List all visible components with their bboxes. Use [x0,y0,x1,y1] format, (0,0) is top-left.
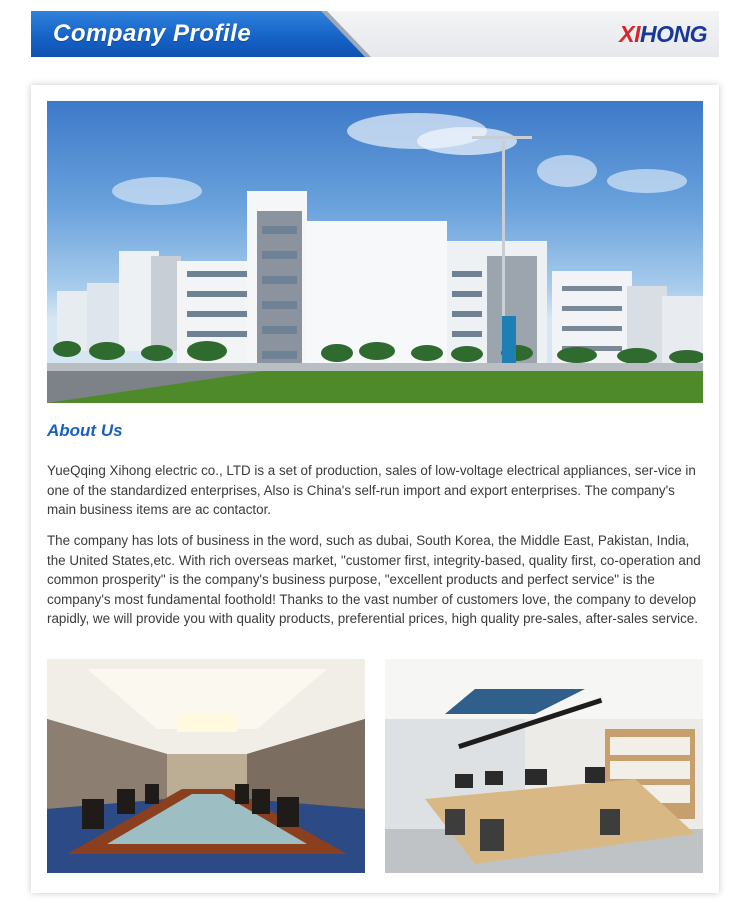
conference-illustration [47,659,365,873]
page-header [31,11,719,57]
open-office-photo [385,659,703,873]
about-paragraph-2: The company has lots of business in the word, such as dubai, South Korea, the Middle East, Pakistan, India, the United States,etc. With rich overseas market, "customer first, integrity-based, quality first, co-operation and common prosperity" is the company's business purpose, "excellent products and perfect service" is the company's most fundamental foothold! Thanks to the vast number of customers love, the company to develop rapidly, we will provide you with quality products, preferential prices, high quality pre-sales, after-sales service. [47,533,701,626]
factory-buildings-photo [47,101,703,403]
about-paragraph-1: YueQqing Xihong electric co., LTD is a set of production, sales of low-voltage electrical appliances, ser-vice in one of the standardized enterprises, Also is China's self-run import and export enterprises. The company's main business items are ac contactor. [47,463,696,517]
profile-card [31,85,719,893]
office-illustration [385,659,703,873]
factory-illustration [47,101,703,403]
conference-room-photo [47,659,365,873]
brand-logo: XIHONG [619,21,707,47]
page-title: Company Profile [53,20,252,47]
about-us-heading: About Us [47,421,123,440]
